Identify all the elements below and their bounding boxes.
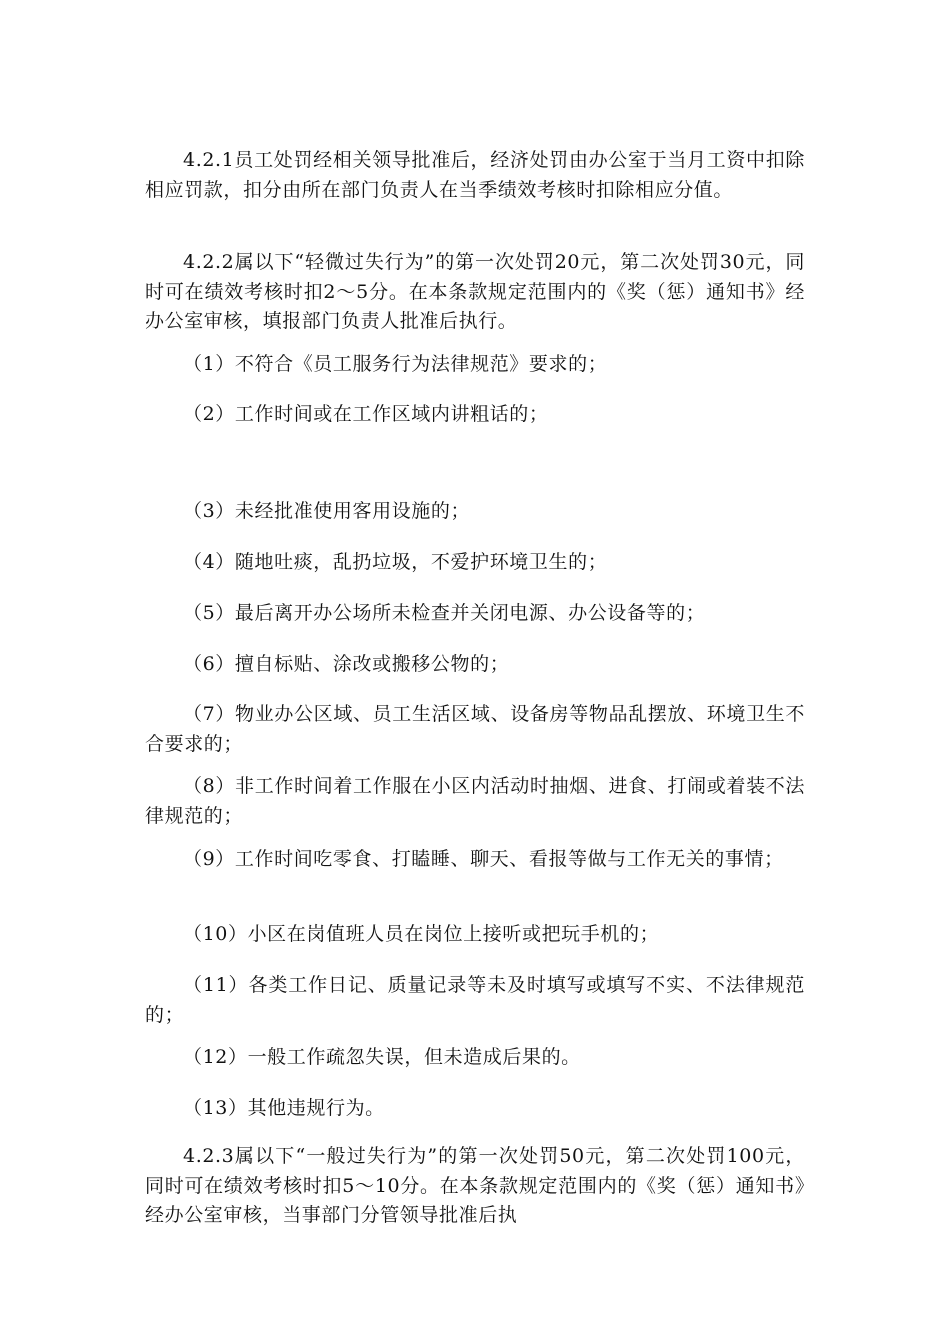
list-item-12: （12）一般工作疏忽失误，但未造成后果的。	[183, 1046, 581, 1068]
clause-4-2-2-paragraph: 4.2.2属以下“轻微过失行为”的第一次处罚20元，第二次处罚30元，同时可在绩效考核时扣2～5分。在本条款规定范围内的《奖（惩）通知书》经办公室审核，填报部门负责人批准后执行。	[145, 251, 805, 332]
clause-4-2-3-paragraph: 4.2.3属以下“一般过失行为”的第一次处罚50元，第二次处罚100元，同时可在绩效考核时扣5～10分。在本条款规定范围内的《奖（惩）通知书》经办公室审核，当事部门分管领导批准后执	[145, 1145, 805, 1226]
list-item-6: （6）擅自标贴、涂改或搬移公物的；	[183, 653, 510, 675]
list-item-8: （8）非工作时间着工作服在小区内活动时抽烟、进食、打闹或着装不法律规范的；	[145, 775, 805, 827]
list-item-2: （2）工作时间或在工作区域内讲粗话的；	[183, 403, 549, 425]
list-item-9: （9）工作时间吃零食、打瞌睡、聊天、看报等做与工作无关的事情；	[183, 848, 784, 870]
list-item-3: （3）未经批准使用客用设施的；	[183, 500, 471, 522]
clause-4-2-1-paragraph: 4.2.1员工处罚经相关领导批准后，经济处罚由办公室于当月工资中扣除相应罚款，扣分由所在部门负责人在当季绩效考核时扣除相应分值。	[145, 149, 805, 201]
list-item-4: （4）随地吐痰，乱扔垃圾，不爱护环境卫生的；	[183, 551, 608, 573]
list-item-1: （1）不符合《员工服务行为法律规范》要求的；	[183, 353, 608, 375]
list-item-10: （10）小区在岗值班人员在岗位上接听或把玩手机的；	[183, 923, 660, 945]
list-item-11: （11）各类工作日记、质量记录等未及时填写或填写不实、不法律规范的；	[145, 974, 805, 1026]
list-item-5: （5）最后离开办公场所未检查并关闭电源、办公设备等的；	[183, 602, 706, 624]
list-item-7: （7）物业办公区域、员工生活区域、设备房等物品乱摆放、环境卫生不合要求的；	[145, 703, 805, 755]
list-item-13: （13）其他违规行为。	[183, 1097, 385, 1119]
